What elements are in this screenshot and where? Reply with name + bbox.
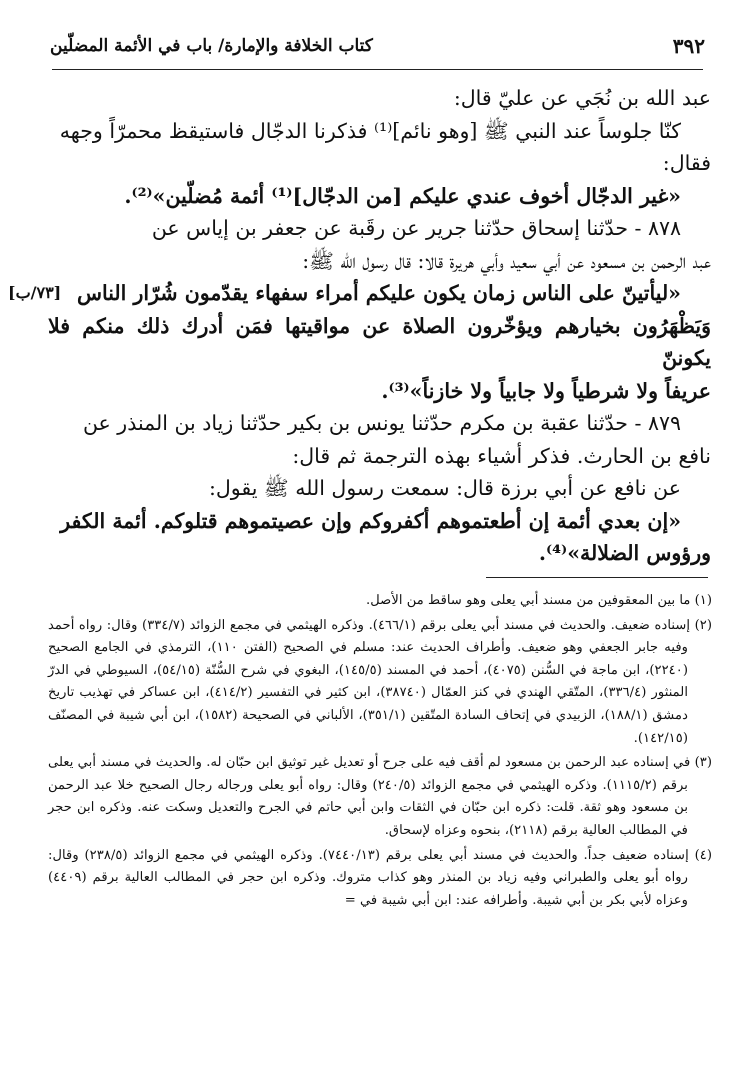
hadith-text bbox=[8, 277, 711, 310]
main-text bbox=[8, 82, 711, 570]
footnotes bbox=[48, 590, 712, 914]
text-line: كنّا جلوساً عند النبي ﷺ [وهو نائم]⁽¹⁾ فذكرنا الدجّال فاستيقظ محمرّاً وجهه bbox=[59, 118, 681, 143]
margin-reference: [٧٣/ب] bbox=[8, 283, 62, 302]
page-number: ٣٩٢ bbox=[672, 34, 705, 58]
page-header bbox=[50, 26, 705, 66]
footnote-4: (٤) إسناده ضعيف جداً. والحديث في مسند أبي يعلى برقم (٧٤٤٠/١٣). وذكره الهيثمي في مجمع الزوائد (٢٣٨/٥) وقال: رواه أبو يعلى والطبراني وفيه زياد بن المنذر وهو كذاب متروك. وذكره ابن حجر في المطالب العالية برقم (٤٤٠٩) وعزاه لأبي بكر بن أبي شيبة. وأطرافه عند: ابن أبي شيبة في = bbox=[48, 847, 712, 908]
hadith-number-878: ٨٧٨ - حدّثنا إسحاق حدّثنا جرير عن رقَبة عن جعفر بن إياس عن bbox=[151, 216, 681, 240]
hadith-text: ورؤوس الضلالة»⁽⁴⁾. bbox=[538, 541, 711, 565]
footnote-3: (٣) في إسناده عبد الرحمن بن مسعود لم أقف فيه على جرح أو تعديل غير توثيق ابن حبّان له. والحديث في مسند أبي يعلى برقم (١١١٥/٢). وذكره الهيثمي في مجمع الزوائد (٢٤٠/٥) وقال: رواه أبو يعلى ورجاله رجال الصحيح خلا عبد الرحمن بن مسعود وهو ثقة. قلت: ذكره ابن حبّان في الثقات وابن أبي حاتم في الجرح والتعديل وسكت عنه. وذكره ابن حجر في المطالب العالية برقم (٢١١٨)، بنحوه وعزاه لإسحاق. bbox=[48, 755, 712, 838]
text-line: فقال: bbox=[662, 151, 711, 175]
hadith-number-879: ٨٧٩ - حدّثنا عقبة بن مكرم حدّثنا يونس بن بكير حدّثنا زياد بن المنذر عن bbox=[82, 411, 681, 435]
hadith-text: «غير الدجّال أخوف عندي عليكم [من الدجّال]⁽¹⁾ أئمة مُضلّين»⁽²⁾. bbox=[124, 183, 681, 208]
hadith-text: «إن بعدي أئمة إن أطعتموهم أكفروكم وإن عصيتموهم قتلوكم. أئمة الكفر bbox=[60, 508, 681, 533]
text-line: عن نافع عن أبي برزة قال: سمعت رسول الله ﷺ يقول: bbox=[208, 476, 681, 500]
hadith-text: عريفاً ولا شرطياً ولا جابياً ولا خازناً»⁽³⁾. bbox=[381, 378, 711, 403]
running-title: كتاب الخلافة والإمارة/ باب في الأئمة المضلّين bbox=[50, 36, 373, 56]
footnote-1: (١) ما بين المعقوفين من مسند أبي يعلى وهو ساقط من الأصل. bbox=[366, 593, 712, 608]
text-line: عبد الرحمن بن مسعود عن أبي سعيد وأبي هريرة قالا: قال رسول الله ﷺ: bbox=[302, 248, 711, 273]
header-rule bbox=[52, 69, 703, 70]
footnote-2: (٢) إسناده ضعيف. والحديث في مسند أبي يعلى برقم (٤٦٦/١). وذكره الهيثمي في مجمع الزوائد (٣٣٤/٧) وقال: رواه أحمد وفيه جابر الجعفي وهو ضعيف. وأطراف الحديث عند: مسلم في الصحيح (الفتن ١١٠)، الترمذي في الجامع الصحيح (٢٢٤٠)، ابن ماجة في السُّنن (٤٠٧٥)، أحمد في المسند (١٤٥/٥)، البغوي في شرح السُّنّة (٥٤/١٥)، السيوطي في الدرّ المنثور (٣٣٦/٤)، المتّقي الهندي في كنز العمّال (٣٨٧٤٠)، ابن كثير في التفسير (٤١٤/٢)، ابن عساكر في تهذيب تاريخ دمشق (١٨٨/١)، الزبيدي في إتحاف السادة المتّقين (٣٥١/١)، الألباني في الصحيحة (١٥٨٢)، ابن أبي شيبة في المصنّف (١٤٢/١٥). bbox=[48, 617, 712, 746]
text-line: نافع بن الحارث. فذكر أشياء بهذه الترجمة ثم قال: bbox=[292, 443, 711, 468]
footnote-rule bbox=[486, 577, 708, 578]
text-line: «ليأتينّ على الناس زمان يكون عليكم أمراء سفهاء يقدّمون شُرّار الناس bbox=[76, 281, 681, 305]
hadith-text: وَيَظْهَرُون بخيارهم ويؤخّرون الصلاة عن مواقيتها فمَن أدرك ذلك منكم فلا يكوننّ bbox=[48, 313, 711, 370]
text-line: عبد الله بن نُجَي عن عليّ قال: bbox=[453, 86, 711, 110]
